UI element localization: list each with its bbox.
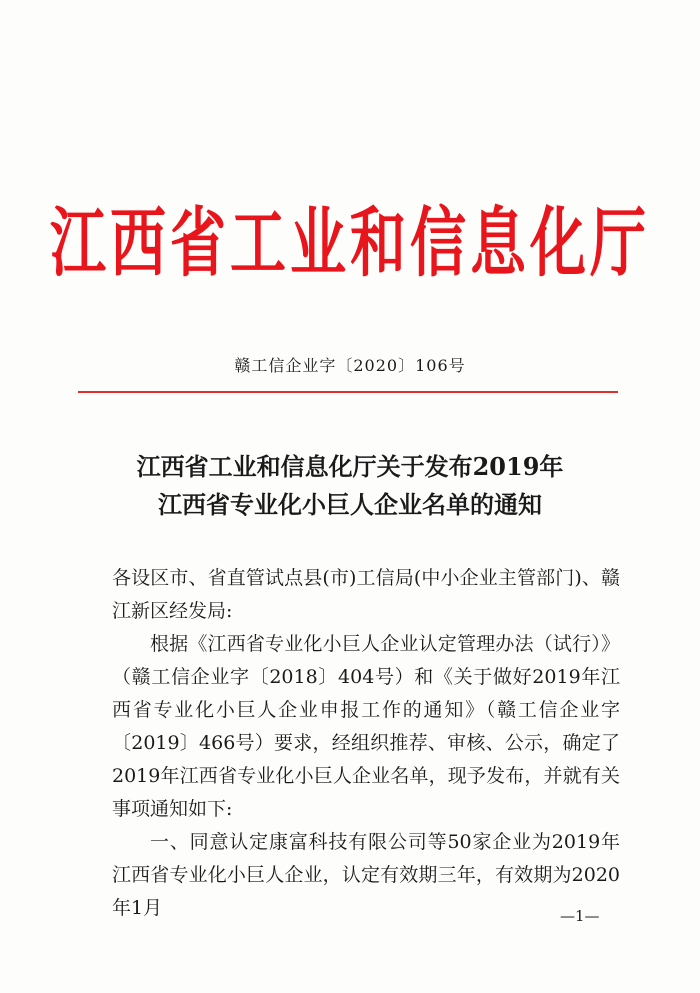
masthead-title: 江西省工业和信息化厅 [50, 198, 650, 288]
notice-body [112, 562, 620, 925]
page-number: —1— [560, 907, 600, 925]
notice-title-line-2: 江西省专业化小巨人企业名单的通知 [158, 490, 542, 519]
document-number: 赣工信企业字〔2020〕106号 [234, 356, 466, 375]
body-paragraph: 根据《江西省专业化小巨人企业认定管理办法（试行）》（赣工信企业字〔2018〕404号）和《关于做好2019年江西省专业化小巨人企业申报工作的通知》（赣工信企业字〔2019〕466号）要求，经组织推荐、审核、公示，确定了2019年江西省专业化小巨人企业名单，现予发布，并就有关事项通知如下: [112, 633, 620, 820]
notice-title [0, 448, 700, 524]
addressee: 各设区市、省直管试点县(市)工信局(中小企业主管部门)、赣江新区经发局: [112, 567, 620, 622]
body-paragraph: 一、同意认定康富科技有限公司等50家企业为2019年江西省专业化小巨人企业，认定有效期三年，有效期为2020年1月 [112, 831, 620, 919]
red-divider-rule [78, 391, 618, 393]
notice-title-line-1: 江西省工业和信息化厅关于发布2019年 [136, 452, 564, 481]
